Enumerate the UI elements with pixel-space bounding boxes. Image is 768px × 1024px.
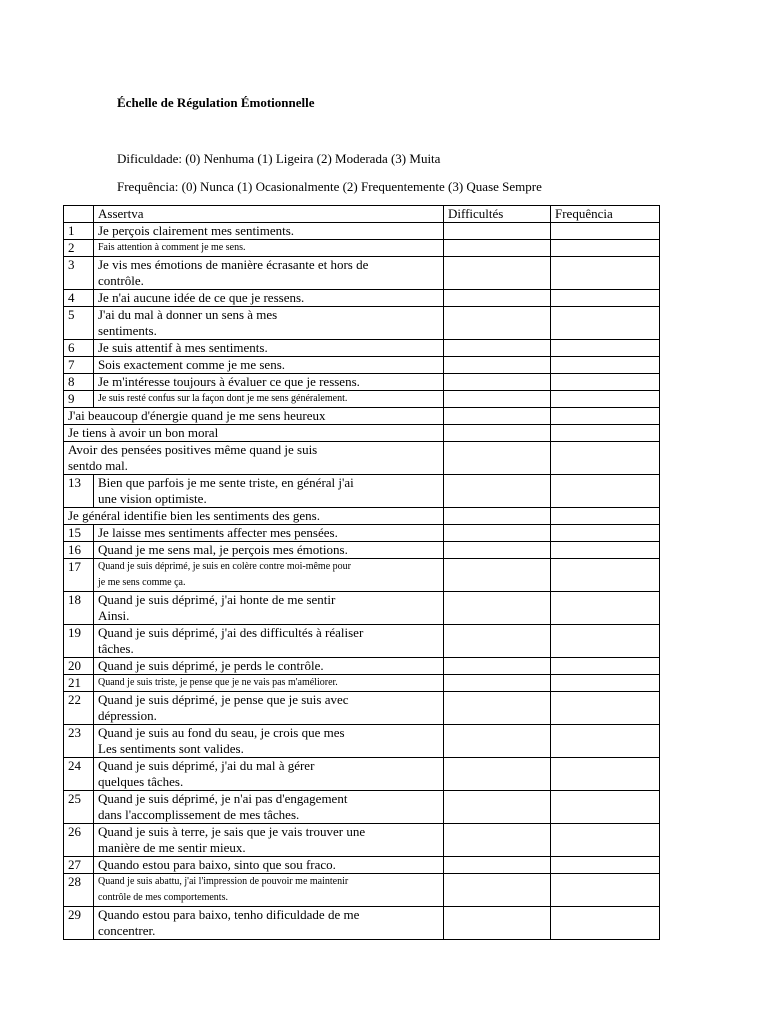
difficulty-response-cell[interactable] [444, 340, 551, 357]
item-statement [94, 357, 444, 374]
difficulty-response-cell[interactable] [444, 374, 551, 391]
difficulty-response-cell[interactable] [444, 357, 551, 374]
item-statement [94, 307, 444, 340]
item-number: 24 [64, 758, 94, 791]
item-statement [94, 625, 444, 658]
item-statement [94, 758, 444, 791]
statement-line: Quand je suis à terre, je sais que je vais trouver une [98, 824, 366, 839]
item-statement [94, 907, 444, 940]
statement-line: Avoir des pensées positives même quand je suis [68, 442, 318, 457]
item-number: 21 [64, 675, 94, 692]
difficulty-response-cell[interactable] [444, 824, 551, 857]
item-number: 2 [64, 240, 94, 257]
item-statement [94, 675, 444, 692]
difficulty-response-cell[interactable] [444, 240, 551, 257]
item-number: 1 [64, 223, 94, 240]
statement-line: Je m'intéresse toujours à évaluer ce que je ressens. [98, 374, 360, 389]
item-statement [94, 374, 444, 391]
item-statement [94, 725, 444, 758]
statement-line: Quand je suis triste, je pense que je ne vais pas m'améliorer. [98, 677, 338, 688]
item-number: 25 [64, 791, 94, 824]
item-statement [64, 425, 444, 442]
difficulty-response-cell[interactable] [444, 874, 551, 907]
item-statement [94, 658, 444, 675]
statement-line-continued: une vision optimiste. [98, 491, 207, 506]
statement-line: Je perçois clairement mes sentiments. [98, 223, 295, 238]
statement-line-continued: contrôle de mes comportements. [98, 892, 228, 903]
difficulty-response-cell[interactable] [444, 725, 551, 758]
frequency-response-cell[interactable] [551, 425, 660, 442]
statement-line-continued: dans l'accomplissement de mes tâches. [98, 807, 300, 822]
statement-line: Quand je suis au fond du seau, je crois que mes [98, 725, 345, 740]
frequency-response-cell[interactable] [551, 525, 660, 542]
difficulty-response-cell[interactable] [444, 408, 551, 425]
item-number: 4 [64, 290, 94, 307]
item-statement [94, 592, 444, 625]
frequency-response-cell[interactable] [551, 658, 660, 675]
item-number: 20 [64, 658, 94, 675]
statement-line: Je vis mes émotions de manière écrasante et hors de [98, 257, 369, 272]
statement-line: Quand je suis déprimé, je pense que je suis avec [98, 692, 349, 707]
frequency-response-cell[interactable] [551, 223, 660, 240]
frequency-response-cell[interactable] [551, 240, 660, 257]
table-row [64, 290, 660, 307]
frequency-response-cell[interactable] [551, 692, 660, 725]
difficulty-response-cell[interactable] [444, 658, 551, 675]
item-statement [94, 475, 444, 508]
difficulty-response-cell[interactable] [444, 592, 551, 625]
table-row [64, 824, 660, 857]
item-number: 9 [64, 391, 94, 408]
statement-line: Sois exactement comme je me sens. [98, 357, 286, 372]
frequency-response-cell[interactable] [551, 290, 660, 307]
statement-line: Fais attention à comment je me sens. [98, 242, 246, 253]
statement-line-continued: manière de me sentir mieux. [98, 840, 246, 855]
statement-line-continued: tâches. [98, 641, 134, 656]
table-row [64, 307, 660, 340]
statement-line: Quand je suis déprimé, je suis en colère contre moi-même pour [98, 561, 351, 572]
frequency-scale-legend: Frequência: (0) Nunca (1) Ocasionalmente (2) Frequentemente (3) Quase Sempre [117, 179, 542, 194]
item-number: 16 [64, 542, 94, 559]
frequency-response-cell[interactable] [551, 408, 660, 425]
header-statement: Assertva [94, 206, 444, 223]
statement-line: Quando estou para baixo, sinto que sou fraco. [98, 857, 336, 872]
difficulty-response-cell[interactable] [444, 791, 551, 824]
table-row [64, 391, 660, 408]
difficulty-response-cell[interactable] [444, 508, 551, 525]
item-statement [64, 442, 444, 475]
table-row [64, 374, 660, 391]
header-number [64, 206, 94, 223]
item-statement [94, 559, 444, 592]
table-row [64, 559, 660, 592]
page-title: Échelle de Régulation Émotionnelle [117, 95, 315, 110]
statement-line: Quand je suis déprimé, je perds le contrôle. [98, 658, 324, 673]
table-row [64, 874, 660, 907]
difficulty-response-cell[interactable] [444, 542, 551, 559]
difficulty-response-cell[interactable] [444, 290, 551, 307]
difficulty-response-cell[interactable] [444, 625, 551, 658]
table-row [64, 658, 660, 675]
difficulty-response-cell[interactable] [444, 525, 551, 542]
statement-line: Quand je suis déprimé, j'ai des difficultés à réaliser [98, 625, 364, 640]
statement-line-continued: quelques tâches. [98, 774, 184, 789]
difficulty-response-cell[interactable] [444, 857, 551, 874]
table-row [64, 675, 660, 692]
statement-line: Quand je suis déprimé, j'ai honte de me sentir [98, 592, 336, 607]
item-statement [94, 824, 444, 857]
frequency-response-cell[interactable] [551, 625, 660, 658]
frequency-response-cell[interactable] [551, 307, 660, 340]
item-statement [94, 223, 444, 240]
frequency-response-cell[interactable] [551, 542, 660, 559]
item-number: 22 [64, 692, 94, 725]
frequency-response-cell[interactable] [551, 257, 660, 290]
frequency-response-cell[interactable] [551, 442, 660, 475]
frequency-response-cell[interactable] [551, 340, 660, 357]
table-row [64, 692, 660, 725]
table-row [64, 223, 660, 240]
statement-line-continued: Ainsi. [98, 608, 130, 623]
table-row [64, 791, 660, 824]
frequency-response-cell[interactable] [551, 559, 660, 592]
statement-line: Je suis attentif à mes sentiments. [98, 340, 268, 355]
frequency-response-cell[interactable] [551, 592, 660, 625]
item-number: 29 [64, 907, 94, 940]
item-number: 6 [64, 340, 94, 357]
item-number: 5 [64, 307, 94, 340]
statement-line-continued: Les sentiments sont valides. [98, 741, 244, 756]
statement-line: Quand je suis abattu, j'ai l'impression de pouvoir me maintenir [98, 876, 349, 887]
item-number: 26 [64, 824, 94, 857]
difficulty-response-cell[interactable] [444, 442, 551, 475]
item-statement [94, 692, 444, 725]
statement-line-continued: je me sens comme ça. [98, 577, 186, 588]
table-row [64, 240, 660, 257]
difficulty-response-cell[interactable] [444, 758, 551, 791]
table-row [64, 907, 660, 940]
item-statement [94, 525, 444, 542]
frequency-response-cell[interactable] [551, 508, 660, 525]
item-number: 7 [64, 357, 94, 374]
header-difficulty: Difficultés [444, 206, 551, 223]
difficulty-response-cell[interactable] [444, 223, 551, 240]
difficulty-response-cell[interactable] [444, 425, 551, 442]
item-number: 28 [64, 874, 94, 907]
statement-line: J'ai du mal à donner un sens à mes [98, 307, 278, 322]
frequency-response-cell[interactable] [551, 725, 660, 758]
frequency-response-cell[interactable] [551, 675, 660, 692]
item-statement [64, 508, 444, 525]
difficulty-scale-legend: Dificuldade: (0) Nenhuma (1) Ligeira (2) Moderada (3) Muita [117, 151, 441, 166]
statement-line-continued: contrôle. [98, 273, 144, 288]
statement-line: Je tiens à avoir un bon moral [68, 425, 219, 440]
frequency-response-cell[interactable] [551, 391, 660, 408]
table-row [64, 442, 660, 475]
statement-line-continued: sentiments. [98, 323, 157, 338]
item-statement [94, 257, 444, 290]
item-number: 17 [64, 559, 94, 592]
item-statement [94, 791, 444, 824]
statement-line-continued: dépression. [98, 708, 157, 723]
table-row [64, 475, 660, 508]
statement-line: Je suis resté confus sur la façon dont je me sens généralement. [98, 393, 348, 404]
table-row [64, 357, 660, 374]
frequency-response-cell[interactable] [551, 374, 660, 391]
table-row [64, 758, 660, 791]
difficulty-response-cell[interactable] [444, 907, 551, 940]
statement-line: Quand je suis déprimé, je n'ai pas d'engagement [98, 791, 348, 806]
table-row [64, 725, 660, 758]
frequency-response-cell[interactable] [551, 791, 660, 824]
emotion-regulation-table [63, 205, 660, 940]
table-row [64, 340, 660, 357]
frequency-response-cell[interactable] [551, 475, 660, 508]
item-statement [94, 240, 444, 257]
table-header-row [64, 206, 660, 223]
item-number: 23 [64, 725, 94, 758]
statement-line: Quand je suis déprimé, j'ai du mal à gérer [98, 758, 315, 773]
table-row [64, 508, 660, 525]
item-statement [94, 340, 444, 357]
item-number: 18 [64, 592, 94, 625]
difficulty-response-cell[interactable] [444, 675, 551, 692]
frequency-response-cell[interactable] [551, 357, 660, 374]
statement-line: Quand je me sens mal, je perçois mes émotions. [98, 542, 348, 557]
statement-line-continued: sentdo mal. [68, 458, 128, 473]
difficulty-response-cell[interactable] [444, 559, 551, 592]
item-number: 8 [64, 374, 94, 391]
difficulty-response-cell[interactable] [444, 391, 551, 408]
statement-line: Bien que parfois je me sente triste, en général j'ai [98, 475, 354, 490]
difficulty-response-cell[interactable] [444, 307, 551, 340]
statement-line-continued: concentrer. [98, 923, 156, 938]
frequency-response-cell[interactable] [551, 907, 660, 940]
item-number: 3 [64, 257, 94, 290]
header-frequency: Frequência [551, 206, 660, 223]
table-row [64, 408, 660, 425]
difficulty-response-cell[interactable] [444, 257, 551, 290]
table-row [64, 425, 660, 442]
item-number: 19 [64, 625, 94, 658]
item-statement [94, 542, 444, 559]
table-row [64, 625, 660, 658]
item-number: 27 [64, 857, 94, 874]
frequency-response-cell[interactable] [551, 758, 660, 791]
table-row [64, 525, 660, 542]
item-number: 15 [64, 525, 94, 542]
item-number: 13 [64, 475, 94, 508]
item-statement [94, 874, 444, 907]
statement-line: J'ai beaucoup d'énergie quand je me sens heureux [68, 408, 326, 423]
difficulty-response-cell[interactable] [444, 475, 551, 508]
frequency-response-cell[interactable] [551, 857, 660, 874]
difficulty-response-cell[interactable] [444, 692, 551, 725]
statement-line: Quando estou para baixo, tenho dificuldade de me [98, 907, 360, 922]
frequency-response-cell[interactable] [551, 874, 660, 907]
table-row [64, 257, 660, 290]
table-row [64, 857, 660, 874]
table-row [64, 542, 660, 559]
item-statement [64, 408, 444, 425]
table-row [64, 592, 660, 625]
item-statement [94, 290, 444, 307]
statement-line: Je n'ai aucune idée de ce que je ressens. [98, 290, 305, 305]
statement-line: Je général identifie bien les sentiments des gens. [68, 508, 320, 523]
item-statement [94, 391, 444, 408]
statement-line: Je laisse mes sentiments affecter mes pensées. [98, 525, 338, 540]
item-statement [94, 857, 444, 874]
frequency-response-cell[interactable] [551, 824, 660, 857]
